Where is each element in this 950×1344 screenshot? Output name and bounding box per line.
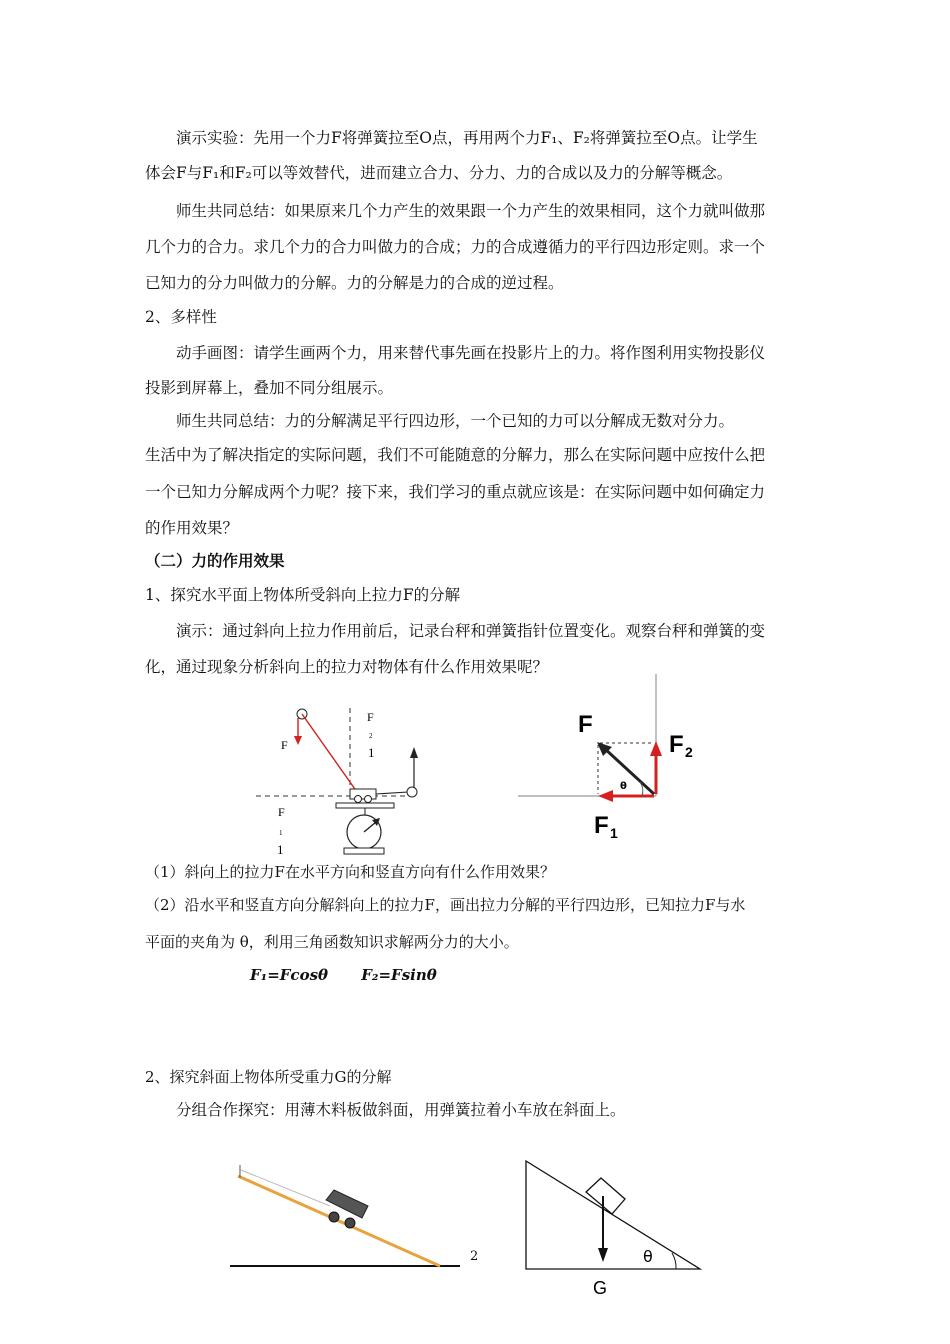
para-drawing-1: 动手画图：请学生画两个力，用来替代事先画在投影片上的力。将作图利用实物投影仪 bbox=[176, 344, 766, 362]
question-1: （1）斜向上的拉力F在水平方向和竖直方向有什么作用效果？ bbox=[145, 863, 555, 881]
para-demo-2: 体会F与F₁和F₂可以等效替代，进而建立合力、分力、力的合成以及力的分解等概念。 bbox=[145, 164, 733, 182]
label-F2-big: F bbox=[669, 731, 684, 758]
heading-diversity: 2、多样性 bbox=[145, 308, 217, 326]
label-F1-big-sub: 1 bbox=[610, 825, 618, 841]
page-number: 2 bbox=[470, 1249, 479, 1264]
question-2b: 平面的夹角为 θ，利用三角函数知识求解两分力的大小。 bbox=[145, 933, 519, 951]
para-demo-1: 演示实验：先用一个力F将弹簧拉至O点，再用两个力F₁、F₂将弹簧拉至O点。让学生 bbox=[176, 129, 758, 147]
label-F2-big-sub: 2 bbox=[685, 744, 693, 760]
heading-explore-1: 1、探究水平面上物体所受斜向上拉力F的分解 bbox=[145, 586, 461, 604]
label-F2-sub: 2 bbox=[369, 732, 373, 740]
para-life-3: 的作用效果？ bbox=[145, 519, 239, 537]
heading-explore-2: 2、探究斜面上物体所受重力G的分解 bbox=[145, 1068, 392, 1086]
para-summary2: 师生共同总结：力的分解满足平行四边形，一个已知的力可以分解成无数对分力。 bbox=[176, 412, 735, 430]
formula-f1: F₁=Fcosθ bbox=[250, 966, 329, 984]
section-heading: （二）力的作用效果 bbox=[145, 551, 285, 570]
para-life-1: 生活中为了解决指定的实际问题，我们不可能随意的分解力，那么在实际问题中应按什么把 bbox=[145, 446, 766, 464]
label-F1-big: F bbox=[594, 812, 609, 839]
label-F: F bbox=[281, 738, 288, 752]
para-show-2: 化，通过现象分析斜向上的拉力对物体有什么作用效果呢？ bbox=[145, 658, 549, 676]
label-F1-one: 1 bbox=[277, 842, 284, 857]
label-G: G bbox=[593, 1278, 608, 1298]
label-F1-sub: 1 bbox=[279, 829, 283, 837]
para-drawing-2: 投影到屏幕上，叠加不同分组展示。 bbox=[145, 379, 394, 397]
incline-theta: θ bbox=[643, 1247, 653, 1266]
para-summary-2: 几个力的合力。求几个力的合力叫做力的合成；力的合成遵循力的平行四边形定则。求一个 bbox=[145, 238, 766, 256]
formula-f2: F₂=Fsinθ bbox=[361, 966, 437, 984]
label-F1-letter: F bbox=[278, 805, 285, 819]
label-theta: θ bbox=[620, 781, 627, 792]
label-F2-one: 1 bbox=[368, 745, 375, 760]
question-2a: （2）沿水平和竖直方向分解斜向上的拉力F，画出拉力分解的平行四边形，已知拉力F与水 bbox=[145, 896, 746, 914]
para-summary-3: 已知力的分力叫做力的分解。力的分解是力的合成的逆过程。 bbox=[145, 274, 564, 292]
para-group: 分组合作探究：用薄木料板做斜面，用弹簧拉着小车放在斜面上。 bbox=[176, 1101, 626, 1119]
label-F-big: F bbox=[578, 711, 593, 738]
para-show-1: 演示：通过斜向上拉力作用前后，记录台秤和弹簧指针位置变化。观察台秤和弹簧的变 bbox=[176, 622, 766, 640]
label-F2-letter: F bbox=[367, 710, 374, 724]
para-summary-1: 师生共同总结：如果原来几个力产生的效果跟一个力产生的效果相同，这个力就叫做那 bbox=[176, 202, 766, 220]
para-life-2: 一个已知力分解成两个力呢？接下来，我们学习的重点就应该是：在实际问题中如何确定力 bbox=[145, 483, 766, 501]
incline-triangle bbox=[526, 1161, 700, 1269]
